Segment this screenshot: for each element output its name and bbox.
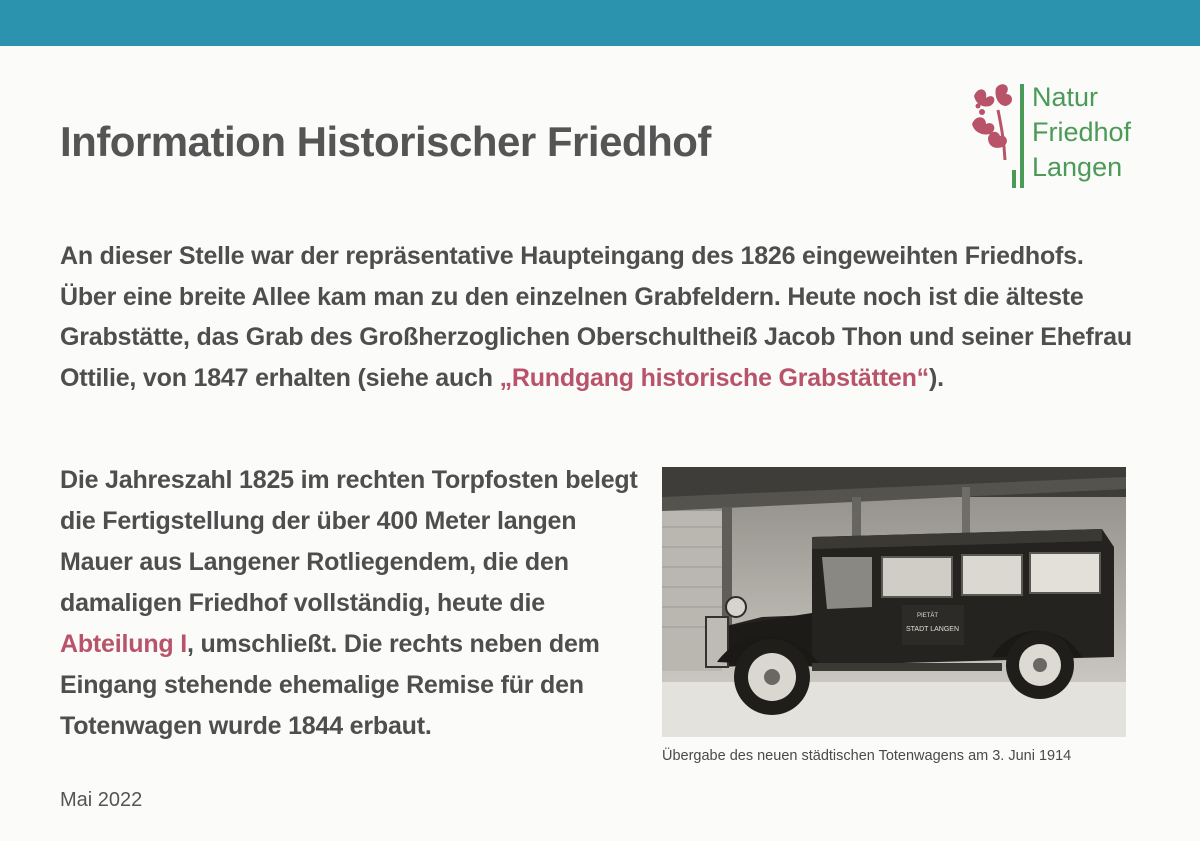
logo-wordmark bbox=[1032, 80, 1131, 185]
natur-friedhof-logo bbox=[968, 80, 1168, 200]
oak-leaf-logo-icon bbox=[968, 80, 1028, 192]
publication-date: Mai 2022 bbox=[60, 789, 143, 811]
history-text-before: Die Jahreszahl 1825 im rechten Torpfosten belegt die Fertigstellung der über 400 Meter langen Mauer aus Langener Rotliegendem, die den damaligen Friedhof vollständig, heute die bbox=[60, 466, 638, 617]
history-paragraph bbox=[60, 460, 650, 747]
history-text-after: , umschließt. Die rechts neben dem Eingang stehende ehemalige Remise für den Totenwagen wurde 1844 erbaut. bbox=[60, 630, 600, 740]
rundgang-link[interactable]: „Rundgang historische Grabstätten“ bbox=[499, 363, 929, 392]
intro-text: An dieser Stelle war der repräsentative Haupteingang des 1826 eingeweihten Friedhofs. Über eine breite Allee kam man zu den einzelnen Grabfeldern. Heute noch ist die älteste Grabstätte, das Grab des Großherzoglichen Oberschultheiß Jacob Thon und seiner Ehefrau Ottilie, von 1847 erhalten (siehe auch bbox=[60, 242, 1132, 392]
hearse-photo bbox=[662, 467, 1126, 737]
photo-caption: Übergabe des neuen städtischen Totenwagens am 3. Juni 1914 bbox=[662, 748, 1072, 764]
hearse-sign-top: PIETÄT bbox=[917, 613, 939, 619]
logo-line-langen: Langen bbox=[1032, 152, 1123, 182]
intro-end: ). bbox=[928, 363, 944, 392]
hearse-sign-main: STADT LANGEN bbox=[906, 626, 960, 633]
hearse-photo-illustration bbox=[662, 467, 1126, 737]
abteilung-link[interactable]: Abteilung I bbox=[60, 630, 187, 658]
top-color-band bbox=[0, 0, 1200, 46]
intro-paragraph bbox=[60, 236, 1145, 398]
page-title: Information Historischer Friedhof bbox=[60, 118, 711, 165]
logo-line-natur: Natur bbox=[1032, 82, 1099, 112]
logo-line-friedhof: Friedhof bbox=[1032, 117, 1132, 147]
